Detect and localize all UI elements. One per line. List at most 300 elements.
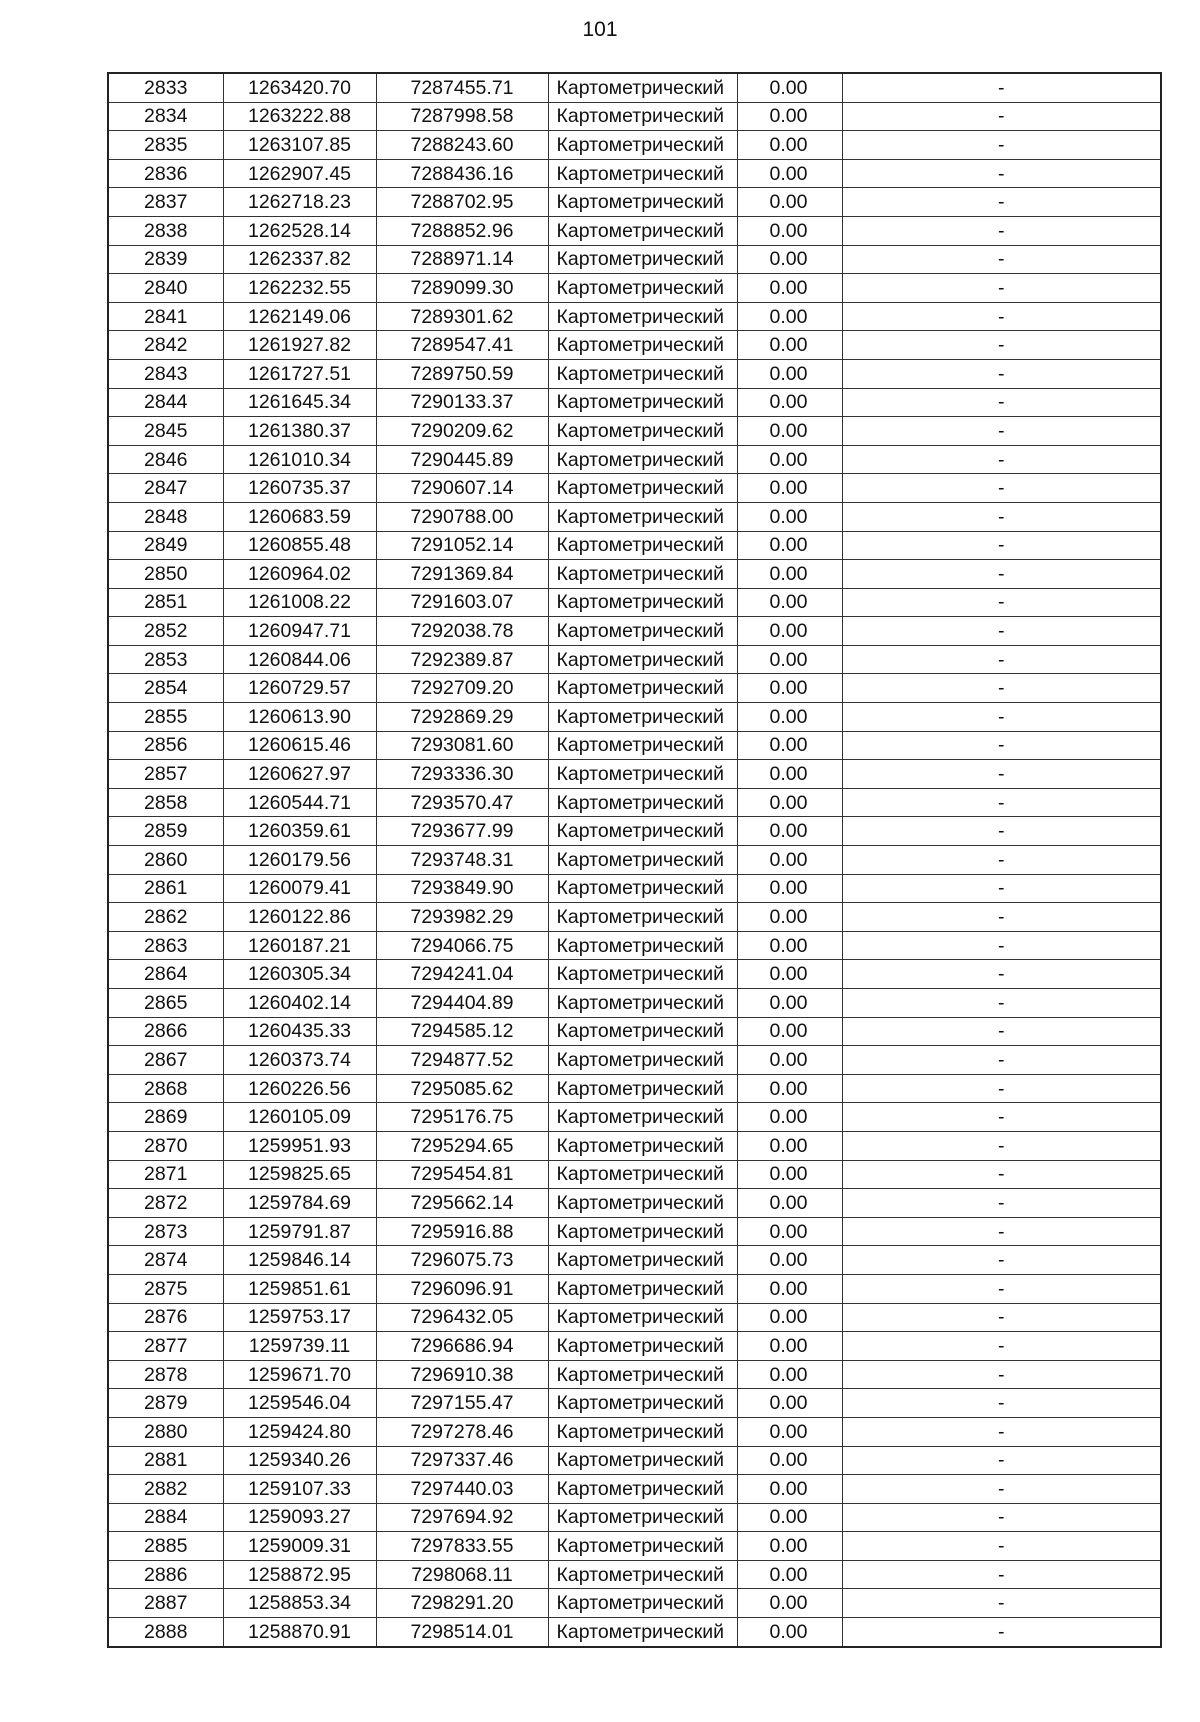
point-number-cell: 2870 [108,1131,223,1160]
method-cell: Картометрический [548,788,737,817]
method-cell: Картометрический [548,1246,737,1275]
x-coordinate-cell: 1260402.14 [223,989,376,1018]
note-cell: - [842,1189,1161,1218]
table-row [108,903,1161,932]
x-coordinate-cell: 1263222.88 [223,102,376,131]
y-coordinate-cell: 7289750.59 [376,359,548,388]
method-cell: Картометрический [548,245,737,274]
y-coordinate-cell: 7296075.73 [376,1246,548,1275]
point-number-cell: 2884 [108,1503,223,1532]
note-cell: - [842,560,1161,589]
point-number-cell: 2875 [108,1274,223,1303]
table-row [108,388,1161,417]
method-cell: Картометрический [548,216,737,245]
note-cell: - [842,445,1161,474]
method-cell: Картометрический [548,1160,737,1189]
table-row [108,760,1161,789]
x-coordinate-cell: 1260305.34 [223,960,376,989]
method-cell: Картометрический [548,874,737,903]
point-number-cell: 2861 [108,874,223,903]
table-row [108,188,1161,217]
x-coordinate-cell: 1261380.37 [223,417,376,446]
method-cell: Картометрический [548,502,737,531]
y-coordinate-cell: 7293336.30 [376,760,548,789]
x-coordinate-cell: 1261927.82 [223,331,376,360]
method-cell: Картометрический [548,102,737,131]
accuracy-cell: 0.00 [737,73,842,102]
table-row [108,1017,1161,1046]
accuracy-cell: 0.00 [737,1046,842,1075]
table-row [108,359,1161,388]
method-cell: Картометрический [548,417,737,446]
x-coordinate-cell: 1260613.90 [223,703,376,732]
y-coordinate-cell: 7294404.89 [376,989,548,1018]
table-row [108,846,1161,875]
note-cell: - [842,588,1161,617]
accuracy-cell: 0.00 [737,674,842,703]
note-cell: - [842,417,1161,446]
accuracy-cell: 0.00 [737,102,842,131]
point-number-cell: 2843 [108,359,223,388]
y-coordinate-cell: 7291052.14 [376,531,548,560]
accuracy-cell: 0.00 [737,560,842,589]
note-cell: - [842,760,1161,789]
x-coordinate-cell: 1259825.65 [223,1160,376,1189]
y-coordinate-cell: 7297833.55 [376,1532,548,1561]
point-number-cell: 2836 [108,159,223,188]
method-cell: Картометрический [548,817,737,846]
x-coordinate-cell: 1260122.86 [223,903,376,932]
table-row [108,502,1161,531]
x-coordinate-cell: 1259009.31 [223,1532,376,1561]
accuracy-cell: 0.00 [737,1160,842,1189]
x-coordinate-cell: 1262718.23 [223,188,376,217]
table-row [108,560,1161,589]
table-row [108,131,1161,160]
y-coordinate-cell: 7293982.29 [376,903,548,932]
y-coordinate-cell: 7291369.84 [376,560,548,589]
method-cell: Картометрический [548,1446,737,1475]
y-coordinate-cell: 7296910.38 [376,1360,548,1389]
accuracy-cell: 0.00 [737,1246,842,1275]
x-coordinate-cell: 1260735.37 [223,474,376,503]
point-number-cell: 2871 [108,1160,223,1189]
accuracy-cell: 0.00 [737,1532,842,1561]
note-cell: - [842,502,1161,531]
y-coordinate-cell: 7295085.62 [376,1074,548,1103]
point-number-cell: 2857 [108,760,223,789]
accuracy-cell: 0.00 [737,1417,842,1446]
y-coordinate-cell: 7294585.12 [376,1017,548,1046]
table-row [108,331,1161,360]
y-coordinate-cell: 7293849.90 [376,874,548,903]
method-cell: Картометрический [548,331,737,360]
note-cell: - [842,1074,1161,1103]
point-number-cell: 2880 [108,1417,223,1446]
note-cell: - [842,846,1161,875]
note-cell: - [842,274,1161,303]
note-cell: - [842,1303,1161,1332]
point-number-cell: 2850 [108,560,223,589]
x-coordinate-cell: 1259784.69 [223,1189,376,1218]
point-number-cell: 2887 [108,1589,223,1618]
y-coordinate-cell: 7288852.96 [376,216,548,245]
accuracy-cell: 0.00 [737,1332,842,1361]
y-coordinate-cell: 7288243.60 [376,131,548,160]
table-row [108,1046,1161,1075]
x-coordinate-cell: 1260105.09 [223,1103,376,1132]
x-coordinate-cell: 1260683.59 [223,502,376,531]
method-cell: Картометрический [548,674,737,703]
page-number: 101 [582,18,618,41]
table-row [108,1074,1161,1103]
x-coordinate-cell: 1261008.22 [223,588,376,617]
y-coordinate-cell: 7287998.58 [376,102,548,131]
method-cell: Картометрический [548,1417,737,1446]
table-row [108,73,1161,102]
point-number-cell: 2877 [108,1332,223,1361]
table-row [108,1332,1161,1361]
accuracy-cell: 0.00 [737,1475,842,1504]
point-number-cell: 2838 [108,216,223,245]
method-cell: Картометрический [548,1589,737,1618]
accuracy-cell: 0.00 [737,474,842,503]
note-cell: - [842,788,1161,817]
point-number-cell: 2854 [108,674,223,703]
note-cell: - [842,1503,1161,1532]
accuracy-cell: 0.00 [737,588,842,617]
note-cell: - [842,989,1161,1018]
table-row [108,1160,1161,1189]
method-cell: Картометрический [548,1360,737,1389]
table-row [108,1246,1161,1275]
table-row [108,1532,1161,1561]
y-coordinate-cell: 7289099.30 [376,274,548,303]
point-number-cell: 2853 [108,645,223,674]
method-cell: Картометрический [548,1560,737,1589]
note-cell: - [842,474,1161,503]
x-coordinate-cell: 1263107.85 [223,131,376,160]
accuracy-cell: 0.00 [737,359,842,388]
method-cell: Картометрический [548,846,737,875]
point-number-cell: 2878 [108,1360,223,1389]
method-cell: Картометрический [548,159,737,188]
method-cell: Картометрический [548,302,737,331]
x-coordinate-cell: 1262528.14 [223,216,376,245]
note-cell: - [842,1217,1161,1246]
accuracy-cell: 0.00 [737,274,842,303]
note-cell: - [842,388,1161,417]
method-cell: Картометрический [548,1332,737,1361]
note-cell: - [842,159,1161,188]
note-cell: - [842,674,1161,703]
method-cell: Картометрический [548,1189,737,1218]
accuracy-cell: 0.00 [737,960,842,989]
y-coordinate-cell: 7294877.52 [376,1046,548,1075]
point-number-cell: 2881 [108,1446,223,1475]
point-number-cell: 2874 [108,1246,223,1275]
note-cell: - [842,1560,1161,1589]
accuracy-cell: 0.00 [737,1074,842,1103]
note-cell: - [842,1103,1161,1132]
table-row [108,531,1161,560]
method-cell: Картометрический [548,1017,737,1046]
y-coordinate-cell: 7294241.04 [376,960,548,989]
point-number-cell: 2847 [108,474,223,503]
x-coordinate-cell: 1260079.41 [223,874,376,903]
point-number-cell: 2886 [108,1560,223,1589]
point-number-cell: 2858 [108,788,223,817]
method-cell: Картометрический [548,703,737,732]
y-coordinate-cell: 7296686.94 [376,1332,548,1361]
table-row [108,960,1161,989]
note-cell: - [842,331,1161,360]
method-cell: Картометрический [548,388,737,417]
point-number-cell: 2876 [108,1303,223,1332]
x-coordinate-cell: 1263420.70 [223,73,376,102]
y-coordinate-cell: 7289547.41 [376,331,548,360]
x-coordinate-cell: 1260373.74 [223,1046,376,1075]
note-cell: - [842,1017,1161,1046]
accuracy-cell: 0.00 [737,245,842,274]
accuracy-cell: 0.00 [737,1560,842,1589]
table-row [108,731,1161,760]
x-coordinate-cell: 1259107.33 [223,1475,376,1504]
table-row [108,1446,1161,1475]
note-cell: - [842,1246,1161,1275]
x-coordinate-cell: 1259791.87 [223,1217,376,1246]
y-coordinate-cell: 7295454.81 [376,1160,548,1189]
table-row [108,1131,1161,1160]
point-number-cell: 2845 [108,417,223,446]
y-coordinate-cell: 7296432.05 [376,1303,548,1332]
y-coordinate-cell: 7296096.91 [376,1274,548,1303]
note-cell: - [842,817,1161,846]
table-row [108,645,1161,674]
x-coordinate-cell: 1260435.33 [223,1017,376,1046]
table-row [108,1589,1161,1618]
point-number-cell: 2841 [108,302,223,331]
accuracy-cell: 0.00 [737,1618,842,1647]
y-coordinate-cell: 7290445.89 [376,445,548,474]
method-cell: Картометрический [548,1503,737,1532]
y-coordinate-cell: 7294066.75 [376,931,548,960]
y-coordinate-cell: 7298068.11 [376,1560,548,1589]
x-coordinate-cell: 1260855.48 [223,531,376,560]
point-number-cell: 2844 [108,388,223,417]
accuracy-cell: 0.00 [737,1589,842,1618]
method-cell: Картометрический [548,1131,737,1160]
x-coordinate-cell: 1260844.06 [223,645,376,674]
method-cell: Картометрический [548,274,737,303]
accuracy-cell: 0.00 [737,1274,842,1303]
coordinates-table [107,72,1162,1648]
table-row [108,445,1161,474]
note-cell: - [842,1360,1161,1389]
point-number-cell: 2856 [108,731,223,760]
table-row [108,1560,1161,1589]
note-cell: - [842,531,1161,560]
note-cell: - [842,1618,1161,1647]
table-row [108,1274,1161,1303]
accuracy-cell: 0.00 [737,931,842,960]
point-number-cell: 2866 [108,1017,223,1046]
accuracy-cell: 0.00 [737,1503,842,1532]
point-number-cell: 2848 [108,502,223,531]
x-coordinate-cell: 1261645.34 [223,388,376,417]
note-cell: - [842,245,1161,274]
table-row [108,1217,1161,1246]
method-cell: Картометрический [548,1274,737,1303]
note-cell: - [842,645,1161,674]
method-cell: Картометрический [548,73,737,102]
coordinates-table-body [108,73,1161,1647]
y-coordinate-cell: 7295916.88 [376,1217,548,1246]
accuracy-cell: 0.00 [737,645,842,674]
point-number-cell: 2859 [108,817,223,846]
point-number-cell: 2855 [108,703,223,732]
accuracy-cell: 0.00 [737,531,842,560]
y-coordinate-cell: 7288436.16 [376,159,548,188]
y-coordinate-cell: 7298291.20 [376,1589,548,1618]
method-cell: Картометрический [548,1217,737,1246]
accuracy-cell: 0.00 [737,216,842,245]
point-number-cell: 2865 [108,989,223,1018]
y-coordinate-cell: 7292709.20 [376,674,548,703]
point-number-cell: 2839 [108,245,223,274]
y-coordinate-cell: 7297337.46 [376,1446,548,1475]
x-coordinate-cell: 1260964.02 [223,560,376,589]
y-coordinate-cell: 7288971.14 [376,245,548,274]
accuracy-cell: 0.00 [737,131,842,160]
point-number-cell: 2834 [108,102,223,131]
point-number-cell: 2882 [108,1475,223,1504]
note-cell: - [842,903,1161,932]
table-row [108,474,1161,503]
table-row [108,674,1161,703]
method-cell: Картометрический [548,1532,737,1561]
x-coordinate-cell: 1259951.93 [223,1131,376,1160]
method-cell: Картометрический [548,588,737,617]
method-cell: Картометрический [548,617,737,646]
table-row [108,216,1161,245]
note-cell: - [842,1589,1161,1618]
x-coordinate-cell: 1259546.04 [223,1389,376,1418]
x-coordinate-cell: 1259340.26 [223,1446,376,1475]
y-coordinate-cell: 7290607.14 [376,474,548,503]
table-row [108,788,1161,817]
point-number-cell: 2872 [108,1189,223,1218]
y-coordinate-cell: 7293748.31 [376,846,548,875]
y-coordinate-cell: 7292869.29 [376,703,548,732]
accuracy-cell: 0.00 [737,1189,842,1218]
x-coordinate-cell: 1259671.70 [223,1360,376,1389]
method-cell: Картометрический [548,1303,737,1332]
method-cell: Картометрический [548,760,737,789]
note-cell: - [842,1389,1161,1418]
point-number-cell: 2868 [108,1074,223,1103]
x-coordinate-cell: 1260947.71 [223,617,376,646]
table-row [108,1389,1161,1418]
point-number-cell: 2835 [108,131,223,160]
table-row [108,1360,1161,1389]
note-cell: - [842,874,1161,903]
table-row [108,874,1161,903]
note-cell: - [842,703,1161,732]
x-coordinate-cell: 1260179.56 [223,846,376,875]
x-coordinate-cell: 1261010.34 [223,445,376,474]
accuracy-cell: 0.00 [737,1389,842,1418]
note-cell: - [842,731,1161,760]
table-row [108,159,1161,188]
y-coordinate-cell: 7297694.92 [376,1503,548,1532]
accuracy-cell: 0.00 [737,1131,842,1160]
x-coordinate-cell: 1260187.21 [223,931,376,960]
accuracy-cell: 0.00 [737,788,842,817]
accuracy-cell: 0.00 [737,1360,842,1389]
note-cell: - [842,359,1161,388]
table-row [108,1189,1161,1218]
table-row [108,703,1161,732]
table-row [108,102,1161,131]
method-cell: Картометрический [548,931,737,960]
accuracy-cell: 0.00 [737,417,842,446]
x-coordinate-cell: 1260544.71 [223,788,376,817]
x-coordinate-cell: 1260627.97 [223,760,376,789]
y-coordinate-cell: 7297155.47 [376,1389,548,1418]
accuracy-cell: 0.00 [737,703,842,732]
y-coordinate-cell: 7290133.37 [376,388,548,417]
point-number-cell: 2862 [108,903,223,932]
point-number-cell: 2849 [108,531,223,560]
table-row [108,1618,1161,1647]
x-coordinate-cell: 1258853.34 [223,1589,376,1618]
point-number-cell: 2867 [108,1046,223,1075]
accuracy-cell: 0.00 [737,1017,842,1046]
note-cell: - [842,1131,1161,1160]
note-cell: - [842,1160,1161,1189]
y-coordinate-cell: 7297440.03 [376,1475,548,1504]
table-row [108,931,1161,960]
method-cell: Картометрический [548,359,737,388]
accuracy-cell: 0.00 [737,1303,842,1332]
point-number-cell: 2885 [108,1532,223,1561]
method-cell: Картометрический [548,1046,737,1075]
note-cell: - [842,1274,1161,1303]
method-cell: Картометрический [548,731,737,760]
y-coordinate-cell: 7295176.75 [376,1103,548,1132]
method-cell: Картометрический [548,1389,737,1418]
y-coordinate-cell: 7293677.99 [376,817,548,846]
note-cell: - [842,102,1161,131]
y-coordinate-cell: 7287455.71 [376,73,548,102]
note-cell: - [842,131,1161,160]
point-number-cell: 2837 [108,188,223,217]
y-coordinate-cell: 7290209.62 [376,417,548,446]
table-row [108,989,1161,1018]
point-number-cell: 2833 [108,73,223,102]
table-row [108,274,1161,303]
table-row [108,1503,1161,1532]
point-number-cell: 2888 [108,1618,223,1647]
accuracy-cell: 0.00 [737,502,842,531]
note-cell: - [842,1475,1161,1504]
y-coordinate-cell: 7298514.01 [376,1618,548,1647]
y-coordinate-cell: 7297278.46 [376,1417,548,1446]
y-coordinate-cell: 7290788.00 [376,502,548,531]
method-cell: Картометрический [548,960,737,989]
table-row [108,417,1161,446]
